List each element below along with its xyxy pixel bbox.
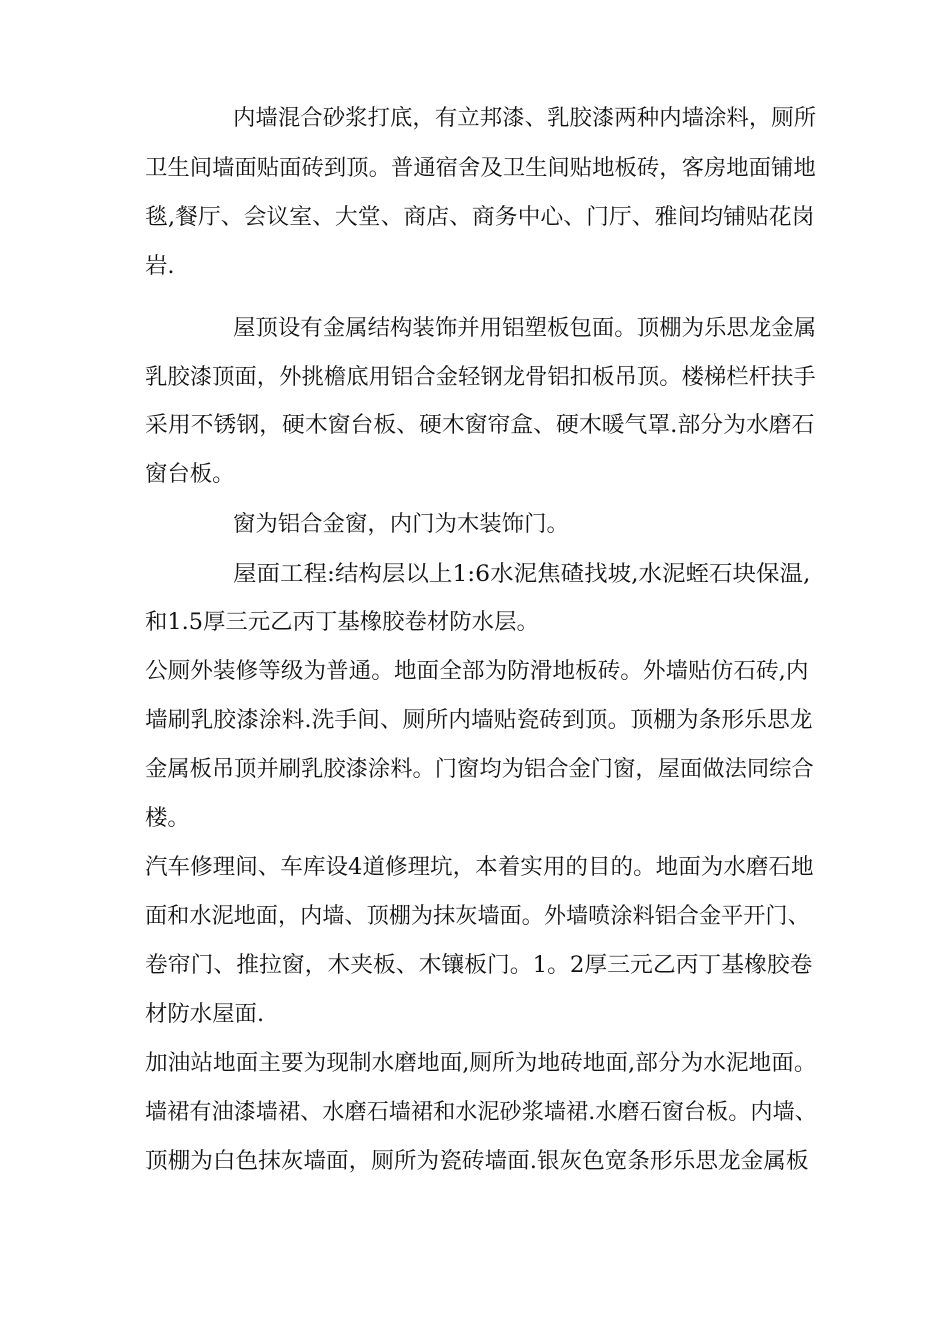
text-line: 汽车修理间、车库设4道修理坑，本着实用的目的。地面为水磨石地 (145, 854, 814, 880)
text-line: 采用不锈钢，硬木窗台板、硬木窗帘盒、硬木暖气罩.部分为水磨石 (145, 412, 815, 438)
text-line: 墙裙有油漆墙裙、水磨石墙裙和水泥砂浆墙裙.水磨石窗台板。内墙、 (145, 1099, 817, 1125)
text-line: 卷帘门、推拉窗，木夹板、木镶板门。1。2厚三元乙丙丁基橡胶卷 (145, 952, 813, 978)
text-line: 毯,餐厅、会议室、大堂、商店、商务中心、门厅、雅间均铺贴花岗 (145, 204, 815, 230)
text-line: 窗为铝合金窗，内门为木装饰门。 (233, 511, 569, 537)
text-line: 楼。 (145, 805, 190, 831)
text-line: 乳胶漆顶面，外挑檐底用铝合金轻钢龙骨铝扣板吊顶。楼梯栏杆扶手 (145, 364, 816, 390)
text-line: 面和水泥地面，内墙、顶棚为抹灰墙面。外墙喷涂料铝合金平开门、 (145, 903, 810, 929)
text-line: 卫生间墙面贴面砖到顶。普通宿舍及卫生间贴地板砖，客房地面铺地 (145, 155, 816, 181)
text-line: 窗台板。 (145, 461, 235, 487)
text-line: 内墙混合砂浆打底，有立邦漆、乳胶漆两种内墙涂料，厕所 (233, 105, 817, 131)
text-line: 墙刷乳胶漆涂料.洗手间、厕所内墙贴瓷砖到顶。顶棚为条形乐思龙 (145, 707, 813, 733)
text-line: 金属板吊顶并刷乳胶漆涂料。门窗均为铝合金门窗，屋面做法同综合 (145, 756, 814, 782)
text-line: 加油站地面主要为现制水磨地面,厕所为地砖地面,部分为水泥地面。 (145, 1050, 817, 1076)
text-line: 和1.5厚三元乙丙丁基橡胶卷材防水层。 (145, 609, 539, 635)
text-line: 屋顶设有金属结构装饰并用铝塑板包面。顶棚为乐思龙金属 (233, 315, 817, 341)
text-line: 顶棚为白色抹灰墙面，厕所为瓷砖墙面.银灰色宽条形乐思龙金属板 (145, 1148, 809, 1174)
text-line: 岩. (145, 253, 175, 279)
text-line: 屋面工程:结构层以上1:6水泥焦碴找坡,水泥蛭石块保温, (233, 561, 811, 587)
text-line: 材防水屋面. (145, 1001, 265, 1027)
text-line: 公厕外装修等级为普通。地面全部为防滑地板砖。外墙贴仿石砖,内 (145, 658, 809, 684)
